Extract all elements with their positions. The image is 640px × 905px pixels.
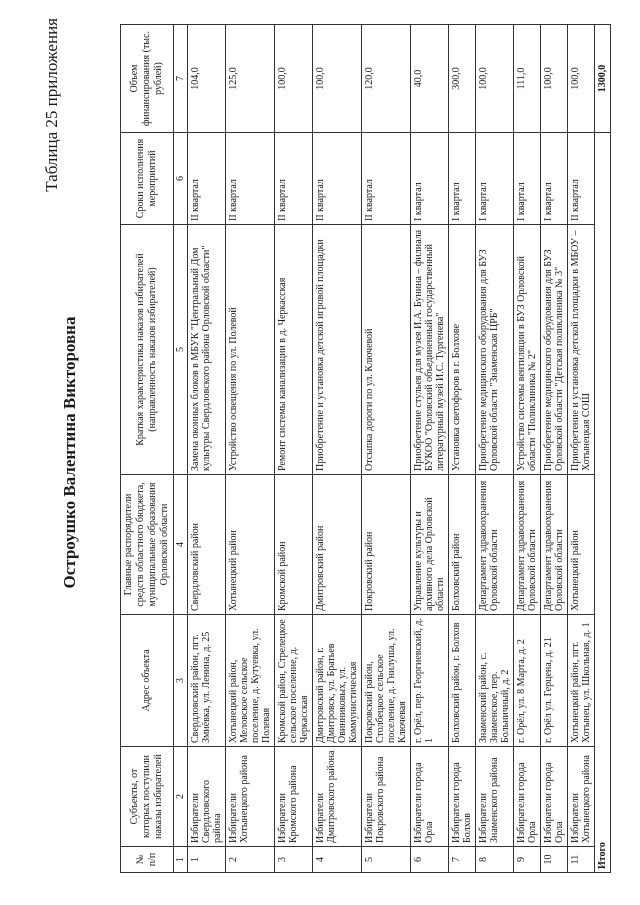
row-subject: Избиратели города Орла bbox=[541, 747, 568, 847]
row-subject: Избиратели Кромского района bbox=[275, 747, 313, 847]
row-description: Приобретение и установка детской игровой площадки bbox=[313, 225, 362, 475]
row-manager: Хотынецкий район bbox=[226, 475, 275, 615]
row-subject: Избиратели Хотынецкого района bbox=[568, 747, 595, 847]
row-manager: Кромской район bbox=[275, 475, 313, 615]
row-amount: 100,0 bbox=[476, 25, 514, 133]
row-number: 3 bbox=[275, 847, 313, 873]
col-number: 1 bbox=[174, 847, 188, 873]
table-row bbox=[476, 25, 514, 873]
row-manager: Департамент здравоохранения Орловской области bbox=[541, 475, 568, 615]
row-address: Дмитровский район, г. Дмитровск, ул. Братьев Овинниковых, ул. Коммунистическая bbox=[313, 615, 362, 747]
row-manager: Болховский район bbox=[449, 475, 476, 615]
mandates-table bbox=[120, 24, 611, 873]
row-number: 9 bbox=[514, 847, 541, 873]
row-description: Приобретение и установка детской площадки в МБОУ – Хотынецкая СОШ bbox=[568, 225, 595, 475]
header-number: № п/п bbox=[121, 847, 174, 873]
header-manager: Главные распорядители средств областного бюджета, муниципальные образования Орловской области bbox=[121, 475, 174, 615]
row-number: 6 bbox=[411, 847, 449, 873]
page-title: Остроушко Валентина Викторовна bbox=[60, 316, 79, 589]
table-row bbox=[188, 25, 226, 873]
row-subject: Избиратели Дмитровского района bbox=[313, 747, 362, 847]
row-number: 2 bbox=[226, 847, 275, 873]
row-amount: 100,0 bbox=[313, 25, 362, 133]
table-row bbox=[449, 25, 476, 873]
row-description: Отсыпка дороги по ул. Ключевой bbox=[362, 225, 411, 475]
row-address: Знаменский район, с. Знаменское, пер. Больничный, д. 2 bbox=[476, 615, 514, 747]
row-amount: 104,0 bbox=[188, 25, 226, 133]
row-number: 5 bbox=[362, 847, 411, 873]
table-row bbox=[362, 25, 411, 873]
header-subject: Субъекты, от которых поступили наказы избирателей bbox=[121, 747, 174, 847]
row-amount: 120,0 bbox=[362, 25, 411, 133]
col-number: 6 bbox=[174, 133, 188, 225]
row-manager: Покровский район bbox=[362, 475, 411, 615]
row-term: II квартал bbox=[275, 133, 313, 225]
row-description: Замена оконных блоков в МБУК "Центральный Дом культуры Свердловского района Орловской области" bbox=[188, 225, 226, 475]
row-term: II квартал bbox=[188, 133, 226, 225]
row-number: 7 bbox=[449, 847, 476, 873]
row-subject: Избиратели Хотынецкого района bbox=[226, 747, 275, 847]
row-term: I квартал bbox=[541, 133, 568, 225]
header-amount: Объем финансирования (тыс. рублей) bbox=[121, 25, 174, 133]
row-description: Устройство освещения по ул. Полевой bbox=[226, 225, 275, 475]
row-subject: Избиратели города Орла bbox=[514, 747, 541, 847]
row-manager: Департамент здравоохранения Орловской области bbox=[514, 475, 541, 615]
total-label: Итого bbox=[595, 133, 611, 873]
row-term: II квартал bbox=[568, 133, 595, 225]
row-number: 10 bbox=[541, 847, 568, 873]
row-number: 1 bbox=[188, 847, 226, 873]
row-amount: 125,0 bbox=[226, 25, 275, 133]
row-address: Болховский район, г. Болхов bbox=[449, 615, 476, 747]
row-description: Установка светофоров в г. Болхове bbox=[449, 225, 476, 475]
col-number: 5 bbox=[174, 225, 188, 475]
row-address: Кромской район, Стрелецкое сельское поселение, д. Черкасская bbox=[275, 615, 313, 747]
row-amount: 100,0 bbox=[275, 25, 313, 133]
row-term: II квартал bbox=[362, 133, 411, 225]
row-address: г. Орёл, пер. Георгиевский, д. 1 bbox=[411, 615, 449, 747]
table-header-row bbox=[121, 25, 174, 873]
row-subject: Избиратели города Орла bbox=[411, 747, 449, 847]
column-numbers-row bbox=[174, 25, 188, 873]
row-amount: 111,0 bbox=[514, 25, 541, 133]
total-amount: 1300,0 bbox=[595, 25, 611, 133]
row-address: г. Орёл, ул. 8 Марта, д. 2 bbox=[514, 615, 541, 747]
row-term: II квартал bbox=[226, 133, 275, 225]
row-term: I квартал bbox=[411, 133, 449, 225]
row-manager: Департамент здравоохранения Орловской области bbox=[476, 475, 514, 615]
row-description: Приобретение медицинского оборудования для БУЗ Орловской области "Знаменская ЦРБ" bbox=[476, 225, 514, 475]
row-description: Приобретение медицинского оборудования для БУЗ Орловской области "Детская поликлиника № 3" bbox=[541, 225, 568, 475]
row-subject: Избиратели Покровского района bbox=[362, 747, 411, 847]
row-manager: Свердловский район bbox=[188, 475, 226, 615]
col-number: 4 bbox=[174, 475, 188, 615]
row-term: I квартал bbox=[449, 133, 476, 225]
col-number: 2 bbox=[174, 747, 188, 847]
row-description: Устройство системы вентиляции в БУЗ Орловской области "Поликлиника № 2" bbox=[514, 225, 541, 475]
table-row bbox=[514, 25, 541, 873]
row-term: II квартал bbox=[313, 133, 362, 225]
row-number: 4 bbox=[313, 847, 362, 873]
row-number: 11 bbox=[568, 847, 595, 873]
header-description: Краткая характеристика наказов избирателей (направленность наказов избирателей) bbox=[121, 225, 174, 475]
table-row bbox=[411, 25, 449, 873]
row-address: г. Орёл ул. Герцена, д. 21 bbox=[541, 615, 568, 747]
row-amount: 100,0 bbox=[541, 25, 568, 133]
annex-label: Таблица 25 приложения bbox=[42, 18, 61, 192]
row-address: Свердловский район, пгт. Змиёвка, ул. Ленина, д. 25 bbox=[188, 615, 226, 747]
row-description: Приобретение стульев для музея И.А. Бунина – филиала БУКОО "Орловский объединенный государственный литературный музей И.С. Тургенева" bbox=[411, 225, 449, 475]
row-number: 8 bbox=[476, 847, 514, 873]
row-subject: Избиратели города Болхов bbox=[449, 747, 476, 847]
row-subject: Избиратели Свердловского района bbox=[188, 747, 226, 847]
row-amount: 100,0 bbox=[568, 25, 595, 133]
row-address: Хотынецкий район, пгт. Хотынец, ул. Школьная, д. 1 bbox=[568, 615, 595, 747]
row-manager: Хотынецкий район bbox=[568, 475, 595, 615]
table-row bbox=[226, 25, 275, 873]
row-term: I квартал bbox=[514, 133, 541, 225]
table-row bbox=[568, 25, 595, 873]
col-number: 7 bbox=[174, 25, 188, 133]
row-address: Хотынецкий район, Меловское сельское поселение, д. Кутуевка, ул. Полевая bbox=[226, 615, 275, 747]
col-number: 3 bbox=[174, 615, 188, 747]
row-description: Ремонт системы канализации в д. Черкасская bbox=[275, 225, 313, 475]
table-row bbox=[313, 25, 362, 873]
row-manager: Дмитровский район bbox=[313, 475, 362, 615]
header-address: Адрес объекта bbox=[121, 615, 174, 747]
row-address: Покровский район, Столбецкое сельское поселение, д. Гнилуша, ул. Ключевая bbox=[362, 615, 411, 747]
row-manager: Управление культуры и архивного дела Орловской области bbox=[411, 475, 449, 615]
row-term: I квартал bbox=[476, 133, 514, 225]
total-row bbox=[595, 25, 611, 873]
row-amount: 40,0 bbox=[411, 25, 449, 133]
table-row bbox=[541, 25, 568, 873]
table-row bbox=[275, 25, 313, 873]
row-amount: 300,0 bbox=[449, 25, 476, 133]
row-subject: Избиратели Знаменского района bbox=[476, 747, 514, 847]
header-term: Сроки исполнения мероприятий bbox=[121, 133, 174, 225]
